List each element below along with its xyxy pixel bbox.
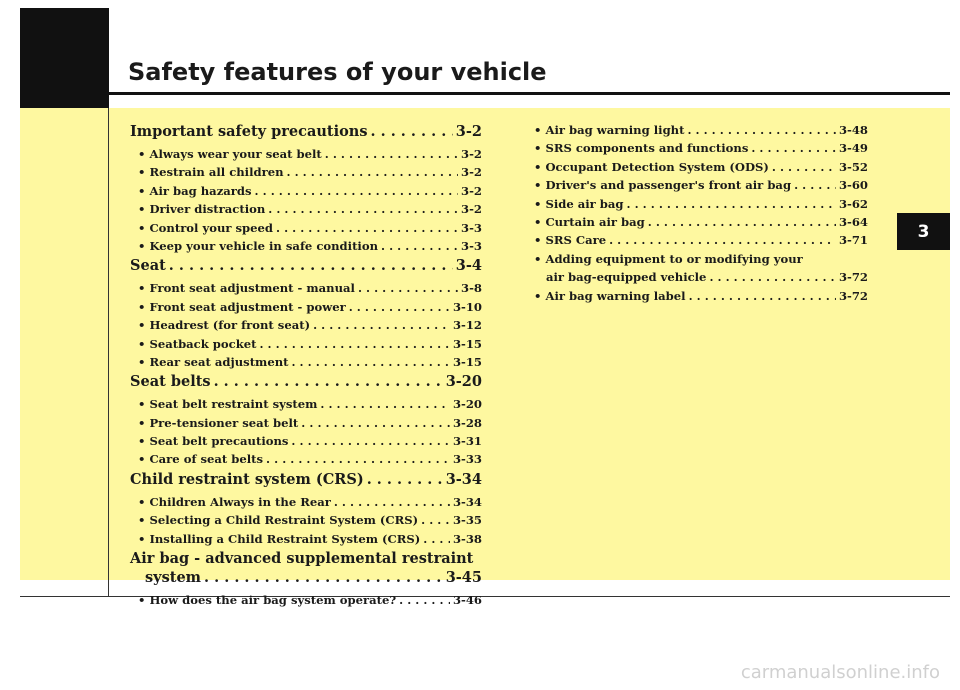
toc-entry-page: 3-15 [452,336,482,351]
toc-entry-label: • Air bag warning light [534,123,685,137]
toc-leader-dots [284,165,459,179]
toc-entry-label: • Care of seat belts [138,452,264,467]
toc-entry-page: 3-64 [838,214,868,229]
toc-entry-page: 3-3 [461,220,482,235]
toc-entry[interactable] [130,373,482,397]
toc-entry-label: • Restrain all children [138,165,284,180]
toc-entry-label: • Seatback pocket [138,336,257,351]
toc-entry-page: 3-3 [461,238,482,253]
toc-leader-dots [201,569,443,586]
toc-entry-label: • Front seat adjustment - manual [138,281,355,296]
toc-entry-label: • Keep your vehicle in safe condition [138,238,378,253]
toc-entry-label: • Always wear your seat belt [138,147,322,161]
toc-entry[interactable] [130,165,482,183]
toc-leader-dots [346,300,450,314]
toc-entry-label: system [145,569,202,587]
toc-entry[interactable] [130,123,482,147]
toc-entry-label: • Pre-tensioner seat belt [138,415,299,430]
header-rule [109,92,950,95]
watermark: carmanualsonline.info [740,662,940,683]
toc-entry-page: 3-15 [452,354,482,369]
toc-entry-page: 3-62 [838,196,868,211]
toc-leader-dots [265,202,458,216]
toc-entry-label: • Seat belt restraint system [138,397,318,412]
toc-entry-page: 3-34 [445,470,482,488]
toc-entry-page: 3-72 [838,288,868,303]
toc-entry[interactable] [526,270,868,288]
toc-entry[interactable] [130,471,482,495]
toc-leader-dots [684,123,836,137]
toc-entry-page: 3-31 [452,434,482,449]
toc-entry-page: 3-60 [838,178,868,193]
toc-entry-page: 3-49 [838,141,868,156]
toc-entry-label: • Selecting a Child Restraint System (CRS) [138,513,419,528]
toc-right-column [526,123,868,307]
toc-leader-dots [317,397,450,411]
toc-entry-label: • Control your speed [138,220,274,235]
toc-entry[interactable] [130,495,482,513]
toc-entry-page: 3-33 [452,452,482,467]
toc-entry-label: • Driver distraction [138,202,266,217]
toc-entry[interactable] [130,569,482,593]
toc-entry[interactable] [130,434,482,452]
toc-leader-dots [420,532,450,546]
toc-entry[interactable] [130,281,482,299]
toc-leader-dots [378,239,458,253]
toc-entry-label: Important safety precautions [130,123,368,140]
toc-entry[interactable] [130,532,482,550]
toc-leader-dots [288,434,450,448]
toc-entry[interactable] [130,593,482,611]
toc-entry[interactable] [526,233,868,251]
toc-entry-label: • Occupant Detection System (ODS) [534,159,769,174]
toc-entry-label: • SRS Care [534,233,607,248]
toc-entry-page: 3-12 [452,318,482,333]
toc-leader-dots [364,471,443,488]
toc-entry-label: • Installing a Child Restraint System (CRS) [138,531,421,546]
toc-entry-page: 3-20 [445,373,482,391]
toc-entry[interactable] [526,141,868,159]
toc-entry-page: 3-34 [452,494,482,509]
toc-entry-label: • SRS components and functions [534,141,749,156]
toc-entry-label: • Front seat adjustment - power [138,299,346,314]
toc-entry[interactable] [130,318,482,336]
toc-left-column [130,123,482,611]
toc-leader-dots [322,147,458,161]
toc-entry-label: • Seat belt precautions [138,434,289,449]
toc-entry-page: 3-8 [461,281,482,296]
toc-entry[interactable] [130,184,482,202]
toc-entry[interactable] [130,397,482,415]
toc-entry-label: • Children Always in the Rear [138,494,331,509]
toc-leader-dots [256,337,450,351]
toc-entry-label: Seat [130,257,166,275]
toc-leader-dots [331,495,450,509]
toc-entry-label: Child restraint system (CRS) [130,470,364,488]
toc-entry-label: • Headrest (for front seat) [138,318,311,333]
toc-leader-dots [288,355,450,369]
toc-entry[interactable] [130,416,482,434]
toc-entry-label: • Air bag warning label [534,288,686,303]
toc-entry[interactable] [526,197,868,215]
toc-entry[interactable] [130,452,482,470]
toc-leader-dots [706,270,836,284]
toc-entry-label: • How does the air bag system operate? [138,593,397,608]
toc-entry[interactable] [130,300,482,318]
page-title: Safety features of your vehicle [128,58,547,86]
toc-leader-dots [298,416,450,430]
toc-entry-page: 3-35 [452,513,482,528]
toc-entry[interactable] [130,355,482,373]
toc-entry-page: 3-46 [452,593,482,608]
toc-entry[interactable] [130,550,482,569]
toc-leader-dots [273,221,458,235]
toc-entry[interactable] [130,147,482,165]
toc-entry[interactable] [130,239,482,257]
margin-line [108,108,109,596]
toc-entry-page: 3-45 [445,569,482,587]
toc-entry[interactable] [130,202,482,220]
toc-entry[interactable] [130,221,482,239]
toc-entry-page: 3-48 [838,123,868,137]
toc-leader-dots [252,184,459,198]
toc-entry-page: 3-71 [838,233,868,248]
toc-entry-page: 3-52 [838,159,868,174]
toc-entry-label: • Adding equipment to or modifying your [534,251,803,266]
toc-entry-page: 3-10 [452,299,482,314]
toc-entry-label: • Side air bag [534,196,624,211]
toc-entry-label: • Air bag hazards [138,183,252,198]
toc-leader-dots [748,141,836,155]
toc-entry-label: • Curtain air bag [534,214,645,229]
toc-leader-dots [166,257,453,274]
toc-entry-label: • Rear seat adjustment [138,354,289,369]
toc-leader-dots [645,215,836,229]
toc-entry-page: 3-2 [461,165,482,180]
toc-entry-page: 3-38 [452,531,482,546]
toc-entry[interactable] [526,215,868,233]
toc-leader-dots [769,160,836,174]
toc-leader-dots [606,233,836,247]
toc-leader-dots [211,373,443,390]
toc-entry[interactable] [526,178,868,196]
toc-entry[interactable] [526,252,868,270]
toc-leader-dots [686,289,836,303]
toc-entry[interactable] [526,289,868,307]
toc-entry-page: 3-28 [452,415,482,430]
toc-leader-dots [624,197,836,211]
chapter-tab: 3 [897,213,950,250]
header-black-block [20,8,109,108]
toc-entry-page: 3-2 [461,147,482,161]
toc-leader-dots [310,318,450,332]
toc-leader-dots [418,513,450,527]
toc-entry-label: Air bag - advanced supplemental restraint [130,550,474,568]
toc-entry-page: 3-20 [452,397,482,412]
toc-entry-page: 3-2 [461,183,482,198]
toc-entry-page: 3-4 [455,257,482,275]
toc-entry-label: air bag-equipped vehicle [546,270,707,285]
toc-entry-page: 3-2 [455,123,482,140]
toc-leader-dots [396,593,450,607]
toc-leader-dots [355,281,458,295]
toc-leader-dots [791,178,836,192]
toc-entry[interactable] [526,123,868,141]
toc-leader-dots [263,452,450,466]
toc-entry[interactable] [130,513,482,531]
toc-entry[interactable] [526,160,868,178]
toc-entry-label: Seat belts [130,373,211,391]
toc-entry[interactable] [130,337,482,355]
toc-entry[interactable] [130,257,482,281]
toc-leader-dots [368,123,453,140]
toc-entry-page: 3-72 [838,270,868,285]
toc-entry-page: 3-2 [461,202,482,217]
toc-entry-label: • Driver's and passenger's front air bag [534,178,792,193]
